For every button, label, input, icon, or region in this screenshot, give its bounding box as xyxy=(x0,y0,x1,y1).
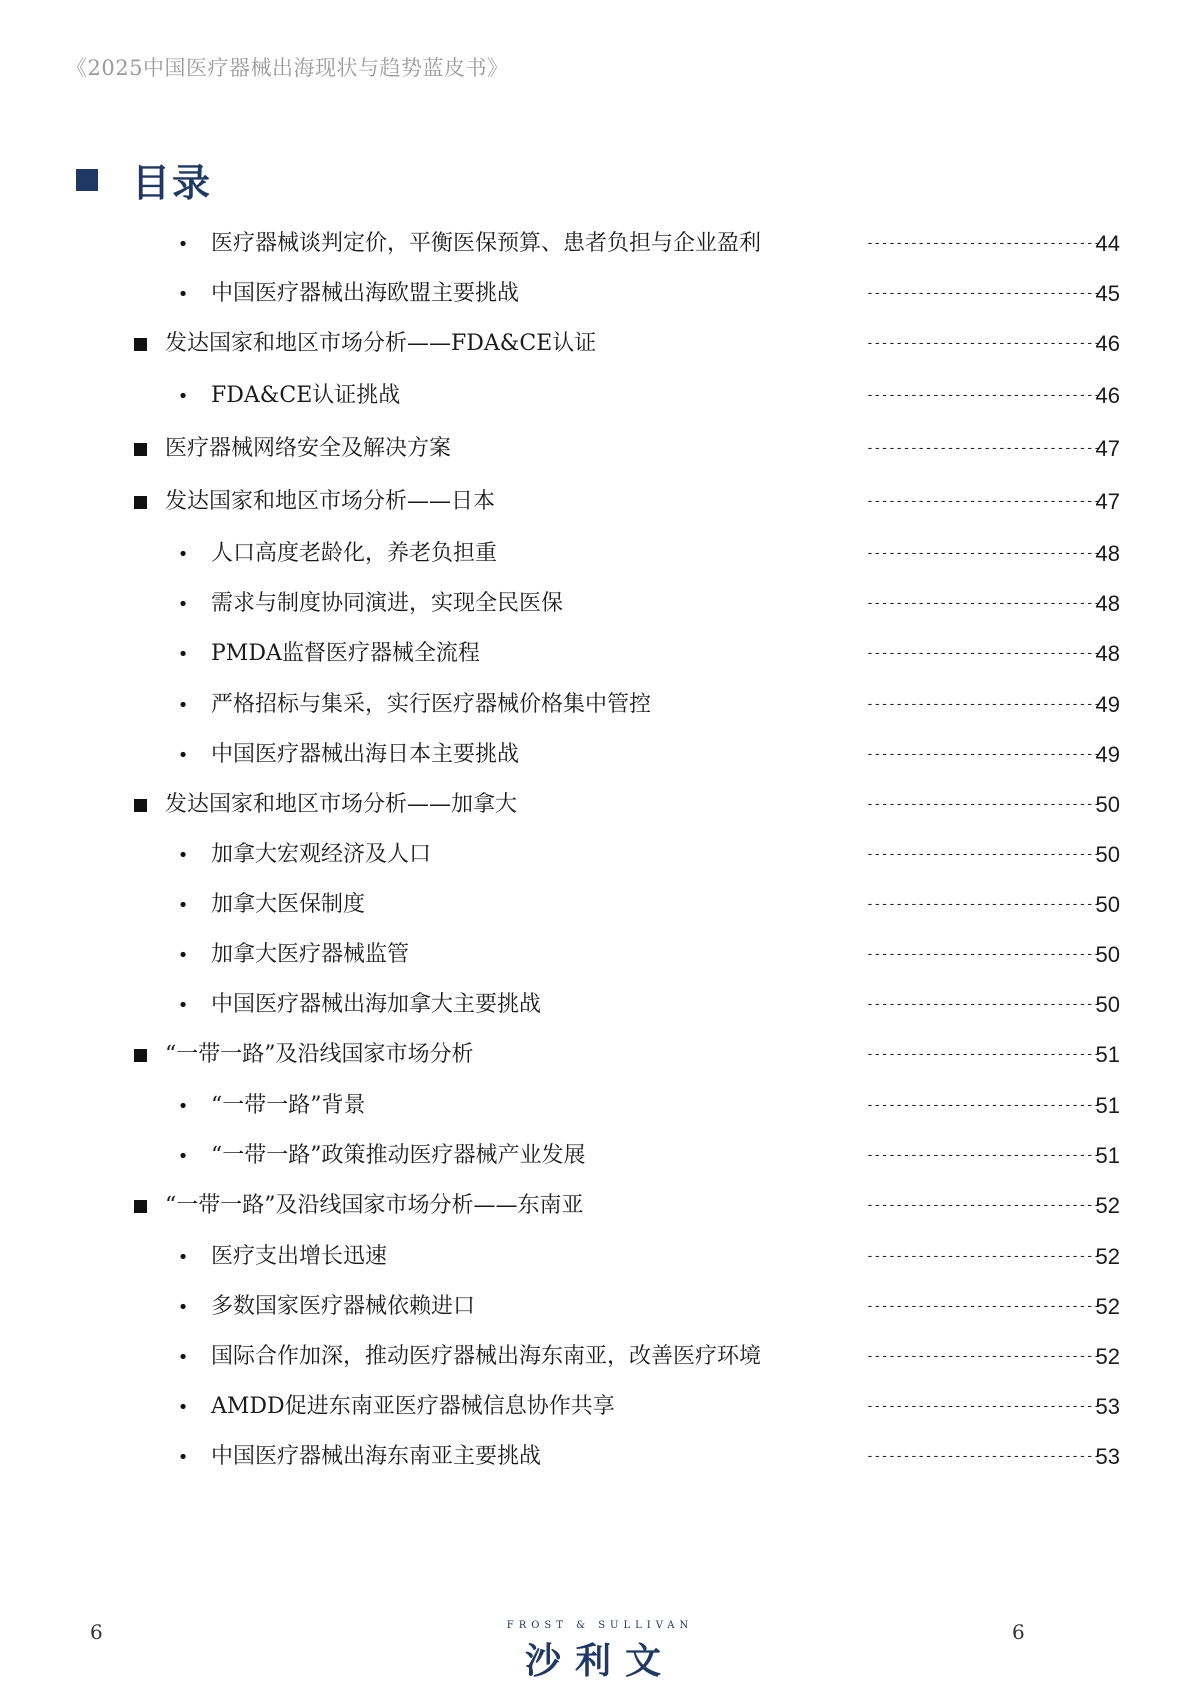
dot-leader: -------------------------------- xyxy=(866,286,1101,301)
toc-entry[interactable] xyxy=(0,985,1200,1025)
toc-entry-label: “一带一路”政策推动医疗器械产业发展 xyxy=(211,1143,586,1168)
toc-entry-label: 医疗支出增长迅速 xyxy=(211,1244,388,1269)
dot-bullet-icon: • xyxy=(177,744,189,766)
toc-entry-page: 46 xyxy=(1095,331,1120,356)
toc-entry[interactable] xyxy=(0,224,1200,264)
dot-leader: -------------------------------- xyxy=(866,388,1101,403)
toc-entry[interactable] xyxy=(0,835,1200,875)
dot-leader: -------------------------------- xyxy=(866,997,1101,1012)
toc-entry-page: 49 xyxy=(1095,692,1120,717)
toc-entry-page: 49 xyxy=(1095,742,1120,767)
page-number-left: 6 xyxy=(90,1620,103,1644)
dot-leader: -------------------------------- xyxy=(866,1299,1101,1314)
toc-entry[interactable] xyxy=(0,885,1200,925)
toc-title: 目录 xyxy=(132,160,213,205)
toc-entry[interactable] xyxy=(0,1437,1200,1477)
toc-entry[interactable] xyxy=(0,429,1200,469)
toc-entry[interactable] xyxy=(0,274,1200,314)
dot-leader: -------------------------------- xyxy=(866,494,1101,509)
toc-entry-page: 52 xyxy=(1095,1294,1120,1319)
toc-entry-page: 50 xyxy=(1095,942,1120,967)
toc-entry-label: 中国医疗器械出海欧盟主要挑战 xyxy=(211,281,520,306)
dot-leader: -------------------------------- xyxy=(866,747,1101,762)
dot-bullet-icon: • xyxy=(177,643,189,665)
dot-bullet-icon: • xyxy=(177,543,189,565)
toc-entry-label: “一带一路”背景 xyxy=(211,1093,366,1118)
toc-entry-page: 50 xyxy=(1095,792,1120,817)
toc-entry[interactable] xyxy=(0,1337,1200,1377)
toc-entry-label: 发达国家和地区市场分析——FDA&CE认证 xyxy=(165,331,597,356)
frost-sullivan-logo xyxy=(505,1620,695,1684)
dot-leader: -------------------------------- xyxy=(866,797,1101,812)
dot-leader: -------------------------------- xyxy=(866,697,1101,712)
toc-entry-page: 48 xyxy=(1095,641,1120,666)
running-header: 《2025中国医疗器械出海现状与趋势蓝皮书》 xyxy=(66,56,509,80)
toc-entry[interactable] xyxy=(0,785,1200,825)
toc-entry[interactable] xyxy=(0,1287,1200,1327)
toc-entry[interactable] xyxy=(0,634,1200,674)
toc-entry[interactable] xyxy=(0,584,1200,624)
toc-entry[interactable] xyxy=(0,376,1200,416)
toc-entry[interactable] xyxy=(0,935,1200,975)
dot-leader: -------------------------------- xyxy=(866,1098,1101,1113)
square-bullet-icon xyxy=(130,785,150,825)
dot-leader: -------------------------------- xyxy=(866,236,1101,251)
toc-entry-label: FDA&CE认证挑战 xyxy=(211,383,401,408)
toc-entry-page: 52 xyxy=(1095,1244,1120,1269)
toc-entry-label: PMDA监督医疗器械全流程 xyxy=(211,641,480,666)
toc-entry-page: 53 xyxy=(1095,1444,1120,1469)
square-bullet-icon xyxy=(130,429,150,469)
dot-bullet-icon: • xyxy=(177,1446,189,1468)
toc-entry-label: “一带一路”及沿线国家市场分析 xyxy=(165,1042,474,1067)
toc-heading xyxy=(76,152,212,207)
logo-english-text: FROST & SULLIVAN xyxy=(506,1620,694,1631)
toc-entry-page: 53 xyxy=(1095,1394,1120,1419)
toc-entry-page: 51 xyxy=(1095,1042,1120,1067)
dot-leader: -------------------------------- xyxy=(866,1249,1101,1264)
dot-leader: -------------------------------- xyxy=(866,1349,1101,1364)
toc-entry-label: 加拿大医疗器械监管 xyxy=(211,942,410,967)
dot-leader: -------------------------------- xyxy=(866,1047,1101,1062)
toc-entry-label: 严格招标与集采，实行医疗器械价格集中管控 xyxy=(211,692,652,717)
dot-bullet-icon: • xyxy=(177,233,189,255)
logo-chinese-text: 沙利文 xyxy=(524,1641,675,1682)
toc-entry-label: 发达国家和地区市场分析——加拿大 xyxy=(165,792,518,817)
dot-bullet-icon: • xyxy=(177,694,189,716)
dot-bullet-icon: • xyxy=(177,1145,189,1167)
toc-entry-label: 需求与制度协同演进，实现全民医保 xyxy=(211,591,564,616)
dot-bullet-icon: • xyxy=(177,283,189,305)
toc-entry-page: 52 xyxy=(1095,1344,1120,1369)
toc-entry-page: 51 xyxy=(1095,1143,1120,1168)
dot-leader: -------------------------------- xyxy=(866,441,1101,456)
toc-entry-label: 医疗器械网络安全及解决方案 xyxy=(165,436,452,461)
dot-bullet-icon: • xyxy=(177,1095,189,1117)
dot-bullet-icon: • xyxy=(177,1296,189,1318)
dot-bullet-icon: • xyxy=(177,593,189,615)
toc-entry-label: 多数国家医疗器械依赖进口 xyxy=(211,1294,476,1319)
toc-entry[interactable] xyxy=(0,1387,1200,1427)
dot-leader: -------------------------------- xyxy=(866,1399,1101,1414)
toc-entry[interactable] xyxy=(0,482,1200,522)
toc-entry[interactable] xyxy=(0,735,1200,775)
toc-entry[interactable] xyxy=(0,685,1200,725)
dot-leader: -------------------------------- xyxy=(866,1198,1101,1213)
toc-entry-label: 中国医疗器械出海加拿大主要挑战 xyxy=(211,992,542,1017)
dot-leader: -------------------------------- xyxy=(866,596,1101,611)
toc-entry-label: 人口高度老龄化，养老负担重 xyxy=(211,541,498,566)
toc-entry-label: 发达国家和地区市场分析——日本 xyxy=(165,489,496,514)
square-bullet-icon xyxy=(130,324,150,364)
dot-bullet-icon: • xyxy=(177,1396,189,1418)
dot-bullet-icon: • xyxy=(177,1346,189,1368)
toc-entry-label: “一带一路”及沿线国家市场分析——东南亚 xyxy=(165,1193,584,1218)
dot-leader: -------------------------------- xyxy=(866,336,1101,351)
toc-entry-label: AMDD促进东南亚医疗器械信息协作共享 xyxy=(211,1394,615,1419)
toc-entry-page: 48 xyxy=(1095,541,1120,566)
toc-entry[interactable] xyxy=(0,1086,1200,1126)
toc-entry-page: 48 xyxy=(1095,591,1120,616)
dot-leader: -------------------------------- xyxy=(866,897,1101,912)
toc-entry[interactable] xyxy=(0,1035,1200,1075)
page-number-right: 6 xyxy=(1012,1620,1025,1644)
toc-entry-page: 50 xyxy=(1095,892,1120,917)
toc-entry-label: 中国医疗器械出海日本主要挑战 xyxy=(211,742,520,767)
toc-entry-page: 52 xyxy=(1095,1193,1120,1218)
dot-bullet-icon: • xyxy=(177,994,189,1016)
toc-entry[interactable] xyxy=(0,324,1200,364)
toc-entry-page: 50 xyxy=(1095,842,1120,867)
toc-entry-page: 46 xyxy=(1095,383,1120,408)
toc-entry-label: 国际合作加深，推动医疗器械出海东南亚，改善医疗环境 xyxy=(211,1344,762,1369)
toc-entry-page: 47 xyxy=(1095,489,1120,514)
dot-leader: -------------------------------- xyxy=(866,847,1101,862)
toc-entry-label: 医疗器械谈判定价，平衡医保预算、患者负担与企业盈利 xyxy=(211,231,762,256)
heading-square-icon xyxy=(76,169,98,191)
dot-bullet-icon: • xyxy=(177,944,189,966)
toc-entry[interactable] xyxy=(0,534,1200,574)
dot-bullet-icon: • xyxy=(177,1246,189,1268)
toc-entry-page: 50 xyxy=(1095,992,1120,1017)
square-bullet-icon xyxy=(130,1186,150,1226)
dot-leader: -------------------------------- xyxy=(866,646,1101,661)
dot-leader: -------------------------------- xyxy=(866,1148,1101,1163)
toc-entry-page: 51 xyxy=(1095,1093,1120,1118)
dot-bullet-icon: • xyxy=(177,894,189,916)
toc-entry[interactable] xyxy=(0,1237,1200,1277)
dot-bullet-icon: • xyxy=(177,844,189,866)
dot-leader: -------------------------------- xyxy=(866,1449,1101,1464)
toc-entry[interactable] xyxy=(0,1136,1200,1176)
square-bullet-icon xyxy=(130,1035,150,1075)
toc-entry-label: 加拿大宏观经济及人口 xyxy=(211,842,432,867)
toc-entry-page: 47 xyxy=(1095,436,1120,461)
toc-entry-page: 44 xyxy=(1095,231,1120,256)
square-bullet-icon xyxy=(130,482,150,522)
toc-entry-label: 中国医疗器械出海东南亚主要挑战 xyxy=(211,1444,542,1469)
toc-entry-label: 加拿大医保制度 xyxy=(211,892,366,917)
dot-bullet-icon: • xyxy=(177,385,189,407)
toc-entry[interactable] xyxy=(0,1186,1200,1226)
dot-leader: -------------------------------- xyxy=(866,947,1101,962)
toc-entry-page: 45 xyxy=(1095,281,1120,306)
dot-leader: -------------------------------- xyxy=(866,546,1101,561)
